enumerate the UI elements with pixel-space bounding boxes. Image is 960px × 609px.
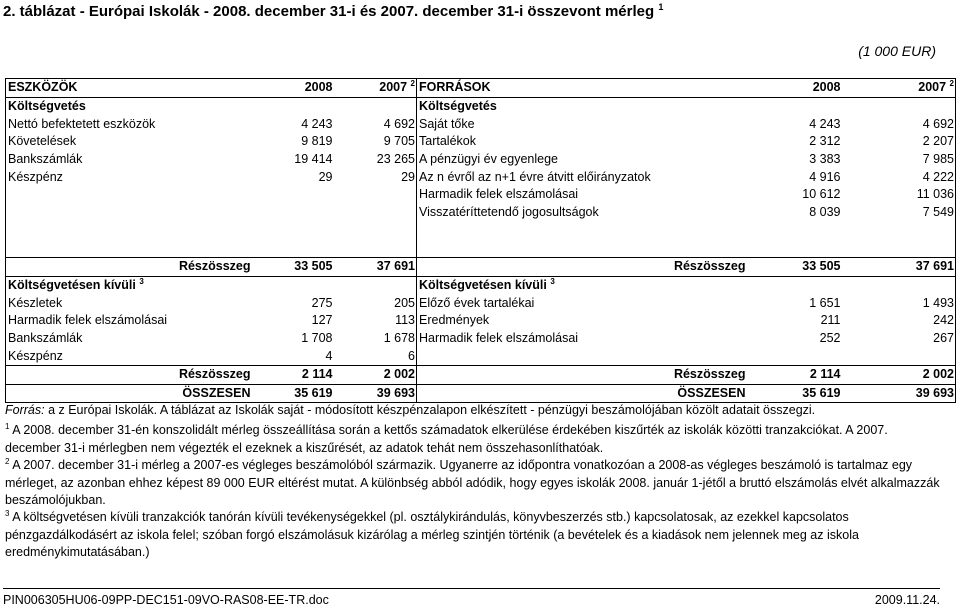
- grand-total-row: [6, 384, 956, 403]
- liability-label: Visszatéríttetendő jogosultságok: [419, 205, 599, 220]
- liability-2007-value: 1 493: [842, 294, 956, 312]
- liability-label: Előző évek tartalékai: [419, 295, 535, 310]
- liability-2007-value: 242: [842, 312, 956, 330]
- liabilities-2007-header: 2007 $^2$: [842, 79, 956, 98]
- asset-2007-value: 9 705: [334, 133, 417, 151]
- sum-label-left: Részösszeg: [6, 257, 252, 276]
- liability-2008-value: 4 243: [809, 116, 841, 131]
- balance-sheet-table: [5, 78, 956, 403]
- asset-2007-value: [334, 204, 417, 222]
- asset-2007-value: 4 692: [334, 115, 417, 133]
- off-budget-label-left: Költségvetésen kívüli $^3$: [6, 276, 252, 294]
- subtotal-row-off-budget: [6, 366, 956, 385]
- liability-2008-value: 3 383: [809, 152, 841, 167]
- sum-asset-2008: 35 619: [252, 384, 334, 403]
- sum-label-right: Részösszeg: [417, 257, 747, 276]
- document-date: 2009.11.24.: [874, 593, 940, 607]
- asset-2008-value: 29: [318, 169, 333, 184]
- liability-2008-value: 252: [819, 330, 841, 345]
- table-row: [6, 204, 956, 222]
- liability-2007-value: [842, 347, 956, 365]
- liability-2007-value: 4 692: [842, 115, 956, 133]
- table-row: [6, 151, 956, 169]
- sum-asset-2008: 33 505: [252, 257, 334, 276]
- sum-liability-2007: 37 691: [842, 257, 956, 276]
- liability-label: Az n évről az n+1 évre átvitt előirányzatok: [419, 169, 651, 184]
- liability-2008-value: [747, 347, 842, 365]
- liability-2007-value: 267: [842, 330, 956, 348]
- asset-2008-value: 19 414: [294, 152, 333, 167]
- liability-label: Eredmények: [419, 313, 490, 328]
- off-budget-label-right: Költségvetésen kívüli $^3$: [419, 276, 555, 292]
- sum-liability-2008: 33 505: [747, 257, 842, 276]
- sum-liability-2008: 2 114: [747, 366, 842, 385]
- liability-2007-value: 7 549: [842, 204, 956, 222]
- table-title: 2. táblázat - Európai Iskolák - 2008. december 31-i és 2007. december 31-i összevont mérleg $^1$: [3, 2, 664, 20]
- table-row: [6, 294, 956, 312]
- sum-asset-2007: 2 002: [334, 366, 417, 385]
- subtotal-row-budget: [6, 257, 956, 276]
- asset-2007-value: 29: [334, 168, 417, 186]
- sum-label-left: Részösszeg: [6, 366, 252, 385]
- asset-2007-value: 113: [334, 312, 417, 330]
- liability-label: Saját tőke: [419, 116, 475, 131]
- unit-label: (1 000 EUR): [858, 43, 936, 59]
- sum-liability-2007: 39 693: [842, 384, 956, 403]
- liabilities-2008-header: 2008: [747, 79, 842, 98]
- liability-label: Tartalékok: [419, 134, 476, 149]
- asset-label: [6, 186, 252, 204]
- table-row: [6, 168, 956, 186]
- asset-2008-value: 4 243: [301, 116, 333, 131]
- sum-label-right: ÖSSZESEN: [417, 384, 747, 403]
- spacer-row: [6, 239, 956, 257]
- liability-2008-value: 2 312: [809, 134, 841, 149]
- budget-section-row: [6, 97, 956, 115]
- title-footnote-mark: 1: [658, 2, 664, 12]
- sum-label-left: ÖSSZESEN: [6, 384, 252, 403]
- sum-asset-2007: 37 691: [334, 257, 417, 276]
- footnote-1: $^1$ A 2008. december 31-én konszolidált mérleg összeállítása során a kettős számadatok elkerülése érdekében kiszűrték az iskolák közötti tranzakciókat. A 2007. december 31-i mérlegben nem végezték el ezeknek a kiszűrését, az adatok tehát nem összehasonlíthatóak.: [5, 422, 888, 455]
- liabilities-header: FORRÁSOK: [417, 79, 747, 98]
- liability-2008-value: 10 612: [802, 187, 841, 202]
- asset-2007-value: 23 265: [334, 151, 417, 169]
- liability-2008-value: 1 651: [809, 295, 841, 310]
- budget-label-left: Költségvetés: [6, 97, 252, 115]
- page-footer: [3, 588, 940, 607]
- asset-label: Harmadik felek elszámolásai: [6, 312, 252, 330]
- assets-header: ESZKÖZÖK: [6, 79, 252, 98]
- document-filename: PIN006305HU06-09PP-DEC151-09VO-RAS08-EE-TR.doc: [3, 593, 329, 607]
- table-row: [6, 330, 956, 348]
- liability-2007-value: 2 207: [842, 133, 956, 151]
- footnote-3: $^3$ A költségvetésen kívüli tranzakciók tanórán kívüli tevékenységekkel (pl. osztálykirándulás, könyvbeszerzés stb.) kapcsolatosak, az ezekkel kapcsolatos pénzgazdálkodásért az iskola felel; szóban forgó elszámolásuk kizárólag a mérleg szintjén történik (a bevételek és a kiadások nem jelennek meg az iskola eredménykimutatásában.): [5, 509, 859, 560]
- asset-2008-value: [252, 186, 334, 204]
- liability-2008-value: 8 039: [809, 205, 841, 220]
- asset-2008-value: 4: [325, 348, 333, 363]
- liability-label: Harmadik felek elszámolásai: [419, 187, 579, 202]
- asset-2008-value: 9 819: [301, 134, 333, 149]
- liability-label: Harmadik felek elszámolásai: [419, 330, 579, 345]
- table-row: [6, 115, 956, 133]
- liability-2007-value: 4 222: [842, 168, 956, 186]
- footnotes: [5, 402, 940, 562]
- asset-label: Követelések: [6, 133, 252, 151]
- asset-2007-value: 205: [334, 294, 417, 312]
- source-note: Forrás: a z Európai Iskolák. A táblázat az Iskolák saját - módosított készpénzalapon elkészített - pénzügyi beszámolójában közölt adatait összegzi.: [5, 403, 816, 417]
- assets-2008-header: 2008: [252, 79, 334, 98]
- sum-asset-2007: 39 693: [334, 384, 417, 403]
- asset-2008-value: 127: [311, 313, 333, 328]
- sum-label-right: Részösszeg: [417, 366, 747, 385]
- asset-label: Bankszámlák: [6, 330, 252, 348]
- asset-label: Készletek: [6, 294, 252, 312]
- liability-label: A pénzügyi év egyenlege: [419, 152, 558, 167]
- header-row: [6, 79, 956, 98]
- asset-2007-value: 6: [334, 347, 417, 365]
- liability-2007-value: 7 985: [842, 151, 956, 169]
- sum-asset-2008: 2 114: [252, 366, 334, 385]
- off-budget-section-row: [6, 276, 956, 294]
- asset-2007-value: [334, 186, 417, 204]
- spacer-row: [6, 222, 956, 240]
- asset-label: Nettó befektetett eszközök: [6, 115, 252, 133]
- budget-label-right: Költségvetés: [419, 99, 497, 114]
- asset-2008-value: 275: [311, 295, 333, 310]
- sum-liability-2007: 2 002: [842, 366, 956, 385]
- asset-label: Készpénz: [6, 347, 252, 365]
- table-row: [6, 186, 956, 204]
- table-row: [6, 347, 956, 365]
- liability-2008-value: 211: [820, 313, 841, 328]
- liability-2007-value: 11 036: [842, 186, 956, 204]
- liability-label: [417, 347, 747, 365]
- liability-2008-value: 4 916: [809, 169, 841, 184]
- asset-label: Bankszámlák: [6, 151, 252, 169]
- asset-label: [6, 204, 252, 222]
- table-row: [6, 133, 956, 151]
- assets-2007-header: 2007 $^2$: [334, 79, 417, 98]
- asset-2008-value: [252, 204, 334, 222]
- sum-liability-2008: 35 619: [747, 384, 842, 403]
- footnote-2: $^2$ A 2007. december 31-i mérleg a 2007-es végleges beszámolóból származik. Ugyanerre az időpontra vonatkozóan a 2008-as végleges beszámoló is tartalmaz egy mérleget, az azonban ehhez képest 89 000 EUR eltérést mutat. A különbség abból adódik, hogy egyes iskolák 2008. január 1-jétől a bruttó elszámolás elvét alkalmazzák beszámolójukban.: [5, 457, 940, 508]
- asset-2008-value: 1 708: [301, 330, 333, 345]
- asset-label: Készpénz: [6, 168, 252, 186]
- table-row: [6, 312, 956, 330]
- asset-2007-value: 1 678: [334, 330, 417, 348]
